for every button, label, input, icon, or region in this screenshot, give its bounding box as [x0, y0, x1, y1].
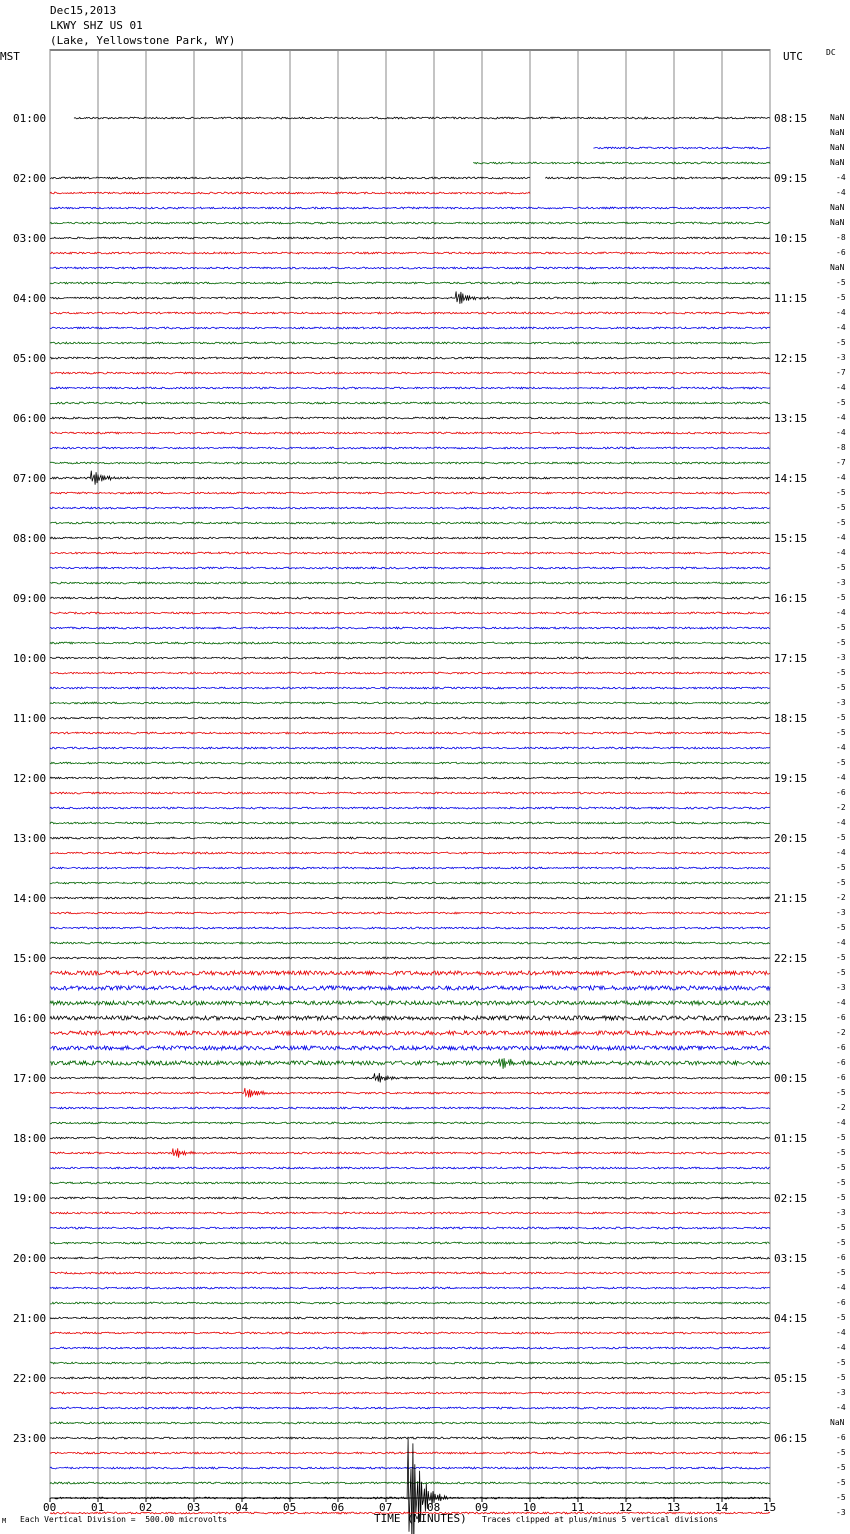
- row-dc-value: -4: [836, 608, 846, 617]
- trace-row: [50, 942, 770, 944]
- x-axis-title: TIME (MINUTES): [374, 1512, 467, 1525]
- trace-row: [50, 582, 770, 584]
- row-dc-value: -5: [836, 683, 846, 692]
- row-dc-value: -3: [836, 653, 846, 662]
- trace-row: [50, 1148, 770, 1157]
- trace-row: [50, 747, 770, 749]
- x-tick-label: 00: [43, 1501, 57, 1514]
- trace-row: [50, 282, 770, 284]
- plot-frame: [50, 50, 770, 1498]
- footer-mark: M: [2, 1517, 7, 1525]
- x-tick-label: 13: [667, 1501, 681, 1514]
- row-dc-value: -4: [836, 173, 846, 182]
- row-dc-value: -3: [836, 1208, 846, 1217]
- row-dc-value: -5: [836, 1178, 846, 1187]
- trace-row: [50, 927, 770, 929]
- left-hour-label: 01:00: [13, 112, 47, 125]
- row-dc-value: -7: [836, 458, 846, 467]
- left-hour-label: 02:00: [13, 172, 47, 185]
- right-hour-label: 16:15: [774, 592, 808, 605]
- trace-row: [50, 1392, 770, 1394]
- row-dc-value: -5: [836, 1148, 846, 1157]
- row-dc-value: -5: [836, 278, 846, 287]
- row-dc-value: -4: [836, 428, 846, 437]
- row-dc-value: -4: [836, 548, 846, 557]
- trace-row: [50, 971, 770, 975]
- x-tick-label: 08: [427, 1501, 441, 1514]
- x-tick-label: 10: [523, 1501, 537, 1514]
- trace-row: [50, 1287, 770, 1289]
- left-hour-label: 14:00: [13, 892, 47, 905]
- row-dc-value: -6: [836, 1058, 846, 1067]
- trace-row: [50, 552, 770, 554]
- left-hour-label: 09:00: [13, 592, 47, 605]
- right-hour-label: 17:15: [774, 652, 808, 665]
- row-dc-value: -6: [836, 1298, 846, 1307]
- trace-row: [50, 537, 770, 539]
- row-dc-value: -5: [836, 1133, 846, 1142]
- right-hour-label: 01:15: [774, 1132, 808, 1145]
- row-dc-value: -5: [836, 1238, 846, 1247]
- trace-row: [50, 1317, 770, 1319]
- right-hour-label: 13:15: [774, 412, 808, 425]
- left-hour-label: 18:00: [13, 1132, 47, 1145]
- trace-row: [50, 1088, 770, 1097]
- right-hour-label: 10:15: [774, 232, 808, 245]
- row-dc-value: -4: [836, 1328, 846, 1337]
- x-tick-label: 07: [379, 1501, 393, 1514]
- trace-row: [50, 957, 770, 959]
- row-dc-value: -5: [836, 833, 846, 842]
- trace-row: [50, 462, 770, 464]
- trace-row: [473, 162, 770, 164]
- row-dc-value: -5: [836, 518, 846, 527]
- x-tick-label: 11: [571, 1501, 585, 1514]
- row-dc-value: -2: [836, 1028, 846, 1037]
- row-dc-value: -3: [836, 983, 846, 992]
- left-hour-label: 10:00: [13, 652, 47, 665]
- trace-row: [74, 117, 770, 119]
- trace-row: [50, 732, 770, 734]
- left-hour-label: 15:00: [13, 952, 47, 965]
- trace-row: [50, 1452, 770, 1454]
- trace-row: [50, 1031, 770, 1035]
- row-dc-value: -3: [836, 578, 846, 587]
- row-dc-value: -4: [836, 818, 846, 827]
- row-dc-value: NaN: [830, 1418, 845, 1427]
- trace-row: [50, 1242, 770, 1244]
- trace-row: [50, 1122, 770, 1124]
- row-dc-value: -6: [836, 1253, 846, 1262]
- right-hour-label: 04:15: [774, 1312, 808, 1325]
- right-hour-label: 12:15: [774, 352, 808, 365]
- trace-row: [50, 1437, 770, 1439]
- row-dc-value: NaN: [830, 128, 845, 137]
- dc-label: DC: [826, 48, 836, 57]
- trace-row: [50, 1377, 770, 1379]
- trace-row: [50, 867, 770, 869]
- right-hour-label: 22:15: [774, 952, 808, 965]
- trace-row: [50, 777, 770, 779]
- row-dc-value: NaN: [830, 113, 845, 122]
- row-dc-value: NaN: [830, 203, 845, 212]
- trace-row: [50, 1482, 770, 1484]
- trace-row: [50, 1073, 770, 1082]
- right-timezone-label: UTC: [783, 50, 803, 63]
- x-tick-label: 04: [235, 1501, 249, 1514]
- row-dc-value: -5: [836, 1373, 846, 1382]
- clip-note: Traces clipped at plus/minus 5 vertical divisions: [482, 1515, 719, 1524]
- trace-row: [50, 291, 770, 303]
- row-dc-value: -5: [836, 863, 846, 872]
- row-dc-value: -5: [836, 668, 846, 677]
- row-dc-value: NaN: [830, 158, 845, 167]
- row-dc-value: -5: [836, 638, 846, 647]
- right-hour-label: 20:15: [774, 832, 808, 845]
- trace-row: [50, 207, 770, 209]
- trace-row: [50, 1167, 770, 1169]
- trace-row: [50, 327, 770, 329]
- left-hour-label: 19:00: [13, 1192, 47, 1205]
- left-hour-label: 17:00: [13, 1072, 47, 1085]
- row-dc-value: -5: [836, 1478, 846, 1487]
- row-dc-value: -5: [836, 713, 846, 722]
- row-dc-value: -5: [836, 593, 846, 602]
- left-hour-label: 21:00: [13, 1312, 47, 1325]
- row-dc-value: -4: [836, 473, 846, 482]
- right-hour-label: 15:15: [774, 532, 808, 545]
- row-dc-value: -5: [836, 1448, 846, 1457]
- row-dc-value: -4: [836, 1283, 846, 1292]
- right-hour-label: 14:15: [774, 472, 808, 485]
- trace-row: [50, 312, 770, 314]
- right-hour-label: 09:15: [774, 172, 808, 185]
- trace-row: [50, 417, 770, 419]
- row-dc-value: -3: [836, 698, 846, 707]
- row-dc-value: -5: [836, 878, 846, 887]
- trace-row: [50, 1182, 770, 1184]
- left-hour-label: 06:00: [13, 412, 47, 425]
- row-dc-value: -2: [836, 1103, 846, 1112]
- right-hour-label: 18:15: [774, 712, 808, 725]
- row-dc-value: -8: [836, 443, 846, 452]
- row-dc-value: -2: [836, 803, 846, 812]
- trace-row: [50, 1227, 770, 1229]
- row-dc-value: -4: [836, 1343, 846, 1352]
- row-dc-value: NaN: [830, 263, 845, 272]
- row-dc-value: -5: [836, 623, 846, 632]
- left-hour-label: 20:00: [13, 1252, 47, 1265]
- trace-row: [50, 717, 770, 719]
- x-tick-label: 06: [331, 1501, 345, 1514]
- row-dc-value: -5: [836, 1358, 846, 1367]
- row-dc-value: -5: [836, 1088, 846, 1097]
- row-dc-value: -5: [836, 338, 846, 347]
- x-tick-label: 05: [283, 1501, 297, 1514]
- trace-row: [50, 597, 770, 599]
- row-dc-value: -6: [836, 1433, 846, 1442]
- trace-row: [50, 1001, 770, 1005]
- row-dc-value: -5: [836, 1463, 846, 1472]
- row-dc-value: -6: [836, 788, 846, 797]
- trace-row: [50, 1422, 770, 1424]
- trace-row: [50, 687, 770, 689]
- row-dc-value: -3: [836, 908, 846, 917]
- trace-row: [50, 1467, 770, 1469]
- right-hour-label: 21:15: [774, 892, 808, 905]
- row-dc-value: -5: [836, 1313, 846, 1322]
- trace-row: [50, 522, 770, 524]
- row-dc-value: -6: [836, 1043, 846, 1052]
- trace-row: [50, 1257, 770, 1259]
- row-dc-value: -5: [836, 968, 846, 977]
- date-label: Dec15,2013: [50, 4, 117, 17]
- row-dc-value: -4: [836, 413, 846, 422]
- trace-row: [50, 762, 770, 764]
- trace-row: [50, 882, 770, 884]
- row-dc-value: -5: [836, 1268, 846, 1277]
- trace-row: [50, 402, 770, 404]
- trace-row: [50, 642, 770, 644]
- row-dc-value: -4: [836, 323, 846, 332]
- row-dc-value: -4: [836, 848, 846, 857]
- trace-row: [50, 1197, 770, 1199]
- row-dc-value: -5: [836, 1163, 846, 1172]
- right-hour-label: 05:15: [774, 1372, 808, 1385]
- left-hour-label: 05:00: [13, 352, 47, 365]
- trace-row: [50, 627, 770, 629]
- right-hour-label: 00:15: [774, 1072, 808, 1085]
- trace-row: [50, 1362, 770, 1364]
- trace-row: [50, 432, 770, 434]
- row-dc-value: -3: [836, 1508, 846, 1517]
- row-dc-value: -5: [836, 1193, 846, 1202]
- row-dc-value: -5: [836, 1493, 846, 1502]
- trace-row: [50, 1302, 770, 1304]
- row-dc-value: -2: [836, 893, 846, 902]
- row-dc-value: -3: [836, 1388, 846, 1397]
- trace-row: [50, 387, 770, 389]
- trace-row: [50, 1212, 770, 1214]
- scale-note: Each Vertical Division = 500.00 microvolts: [20, 1515, 228, 1524]
- row-dc-value: -5: [836, 563, 846, 572]
- row-dc-value: -4: [836, 1118, 846, 1127]
- row-dc-value: -5: [836, 758, 846, 767]
- row-dc-value: -3: [836, 353, 846, 362]
- row-dc-value: -4: [836, 743, 846, 752]
- row-dc-value: -5: [836, 503, 846, 512]
- row-dc-value: -4: [836, 773, 846, 782]
- x-tick-label: 02: [139, 1501, 153, 1514]
- left-hour-label: 04:00: [13, 292, 47, 305]
- trace-row: [50, 1347, 770, 1349]
- trace-row: [50, 567, 770, 569]
- left-hour-label: 22:00: [13, 1372, 47, 1385]
- right-hour-label: 06:15: [774, 1432, 808, 1445]
- row-dc-value: -4: [836, 188, 846, 197]
- row-dc-value: -5: [836, 728, 846, 737]
- trace-row: [50, 912, 770, 914]
- row-dc-value: -6: [836, 1073, 846, 1082]
- row-dc-value: -5: [836, 398, 846, 407]
- trace-row: [50, 702, 770, 704]
- row-dc-value: -8: [836, 233, 846, 242]
- left-hour-label: 12:00: [13, 772, 47, 785]
- row-dc-value: NaN: [830, 143, 845, 152]
- trace-row: [50, 252, 770, 254]
- row-dc-value: -5: [836, 1223, 846, 1232]
- left-hour-label: 23:00: [13, 1432, 47, 1445]
- trace-row: [50, 1332, 770, 1334]
- location-label: (Lake, Yellowstone Park, WY): [50, 34, 236, 47]
- row-dc-value: NaN: [830, 218, 845, 227]
- right-hour-label: 02:15: [774, 1192, 808, 1205]
- trace-row: [50, 372, 770, 374]
- left-hour-label: 08:00: [13, 532, 47, 545]
- right-hour-label: 23:15: [774, 1012, 808, 1025]
- left-hour-label: 13:00: [13, 832, 47, 845]
- trace-row: [50, 852, 770, 854]
- row-dc-value: -5: [836, 923, 846, 932]
- x-tick-label: 03: [187, 1501, 201, 1514]
- trace-row: [50, 837, 770, 839]
- left-hour-label: 11:00: [13, 712, 47, 725]
- right-hour-label: 11:15: [774, 292, 808, 305]
- trace-row: [50, 507, 770, 509]
- row-dc-value: -5: [836, 488, 846, 497]
- row-dc-value: -6: [836, 248, 846, 257]
- trace-row: [593, 147, 770, 149]
- trace-row: [50, 822, 770, 824]
- row-dc-value: -6: [836, 1013, 846, 1022]
- trace-row: [50, 342, 770, 344]
- left-hour-label: 16:00: [13, 1012, 47, 1025]
- left-hour-label: 07:00: [13, 472, 47, 485]
- trace-row: [50, 237, 770, 239]
- trace-row: [50, 792, 770, 794]
- trace-row: [50, 447, 770, 449]
- trace-row: [50, 897, 770, 899]
- trace-row: [50, 357, 770, 359]
- row-dc-value: -4: [836, 383, 846, 392]
- trace-row: [50, 222, 770, 224]
- row-dc-value: -7: [836, 368, 846, 377]
- trace-row: [50, 657, 770, 659]
- trace-row: [50, 612, 770, 614]
- trace-row: [50, 1016, 770, 1020]
- trace-row: [50, 1107, 770, 1109]
- row-dc-value: -5: [836, 293, 846, 302]
- trace-row: [50, 1046, 770, 1050]
- x-tick-label: 12: [619, 1501, 633, 1514]
- trace-row: [50, 1058, 770, 1069]
- trace-row: [50, 471, 770, 485]
- trace-row: [50, 986, 770, 990]
- right-hour-label: 03:15: [774, 1252, 808, 1265]
- row-dc-value: -4: [836, 308, 846, 317]
- row-dc-value: -4: [836, 938, 846, 947]
- x-tick-label: 01: [91, 1501, 105, 1514]
- x-tick-label: 09: [475, 1501, 489, 1514]
- trace-row: [50, 1407, 770, 1409]
- trace-row: [50, 1137, 770, 1139]
- left-hour-label: 03:00: [13, 232, 47, 245]
- left-timezone-label: MST: [0, 50, 20, 63]
- x-tick-label: 14: [715, 1501, 729, 1514]
- right-hour-label: 19:15: [774, 772, 808, 785]
- row-dc-value: -4: [836, 533, 846, 542]
- row-dc-value: -5: [836, 953, 846, 962]
- trace-row: [50, 672, 770, 674]
- station-label: LKWY SHZ US 01: [50, 19, 143, 32]
- trace-row: [50, 267, 770, 269]
- row-dc-value: -4: [836, 1403, 846, 1412]
- x-tick-label: 15: [763, 1501, 777, 1514]
- row-dc-value: -4: [836, 998, 846, 1007]
- trace-row: [50, 1272, 770, 1274]
- trace-row: [50, 492, 770, 494]
- trace-row: [50, 177, 770, 179]
- right-hour-label: 08:15: [774, 112, 808, 125]
- trace-row: [50, 807, 770, 809]
